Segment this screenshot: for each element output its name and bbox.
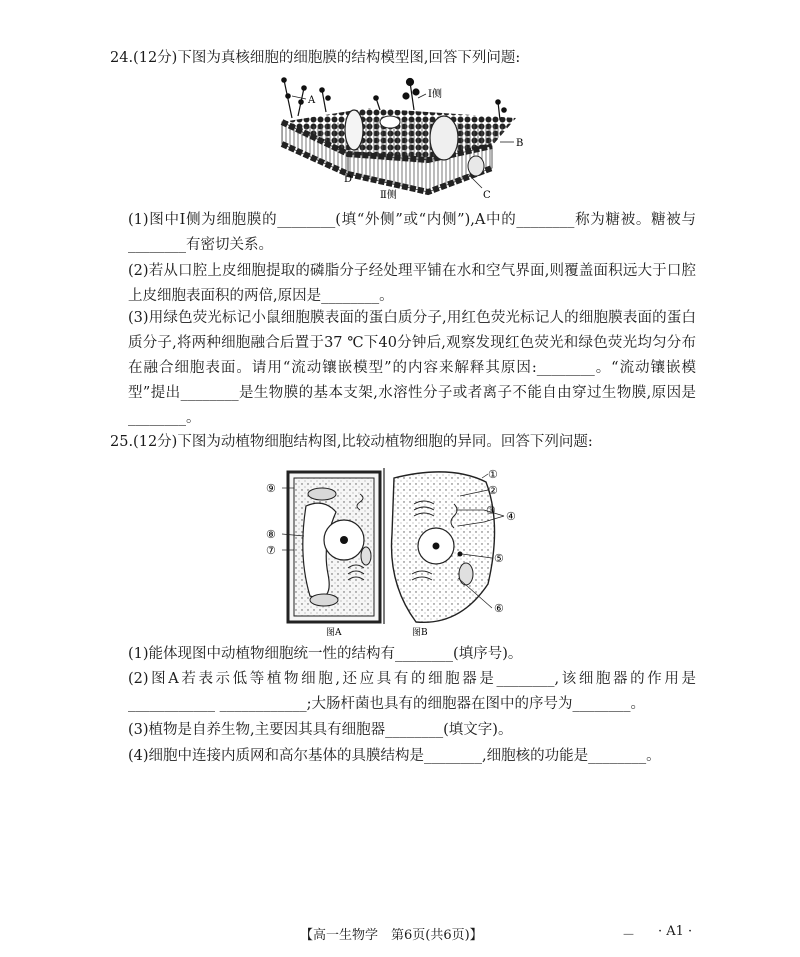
- label-9: ⑨: [266, 482, 276, 495]
- footer-code: · A1 ·: [658, 924, 693, 939]
- question-24-item-3: (3)用绿色荧光标记小鼠细胞膜表面的蛋白质分子,用红色荧光标记人的细胞膜表面的蛋白质分子,将两种细胞融合后置于37 ℃下40分钟后,观察发现红色荧光和绿色荧光均匀分布在融合细胞表面。请用“流动镶嵌模型”的内容来解释其原因:________。“流动镶嵌模型”提出________是生物膜的基本支架,水溶性分子或者离子不能自由穿过生物膜,原因是________。: [128, 310, 696, 426]
- label-C: C: [483, 190, 491, 201]
- question-25-title: 25.(12分)下图为动植物细胞结构图,比较动植物细胞的异同。回答下列问题:: [110, 434, 593, 450]
- label-side-1: Ⅰ侧: [428, 89, 442, 100]
- label-6: ⑥: [494, 602, 504, 615]
- question-24-title: 24.(12分)下图为真核细胞的细胞膜的结构模型图,回答下列问题:: [110, 50, 521, 66]
- page-footer: 【高一生物学 第6页(共6页)】: [300, 928, 483, 943]
- label-A: A: [308, 95, 316, 106]
- question-25-item-3: (3)植物是自养生物,主要因其具有细胞器________(填文字)。: [128, 722, 513, 738]
- question-25-item-2: (2)图A若表示低等植物细胞,还应具有的细胞器是________,该细胞器的作用是____________ ____________;大肠杆菌也具有的细胞器在图中的序号为________。: [128, 671, 696, 712]
- cell-structure-diagram: [264, 464, 536, 640]
- label-fig-B: 图B: [412, 628, 428, 638]
- footer-mark: －: [622, 928, 636, 943]
- label-B: B: [516, 138, 524, 149]
- cell-membrane-diagram: [268, 74, 530, 204]
- question-24-item-2: (2)若从口腔上皮细胞提取的磷脂分子经处理平铺在水和空气界面,则覆盖面积远大于口腔上皮细胞表面积的两倍,原因是________。: [128, 263, 696, 304]
- label-D: D: [344, 174, 353, 185]
- label-4: ④: [506, 510, 516, 523]
- label-side-2: Ⅱ侧: [380, 190, 397, 201]
- question-24-item-1: (1)图中Ⅰ侧为细胞膜的________(填“外侧”或“内侧”),A中的________称为糖被。糖被与________有密切关系。: [128, 212, 696, 253]
- label-7: ⑦: [266, 544, 276, 557]
- animal-plant-cell-figure: [264, 464, 536, 640]
- cell-membrane-figure: [268, 74, 530, 204]
- label-8: ⑧: [266, 528, 276, 541]
- label-2: ②: [488, 484, 498, 497]
- label-5: ⑤: [494, 552, 504, 565]
- question-25-item-4: (4)细胞中连接内质网和高尔基体的具膜结构是________,细胞核的功能是________。: [128, 748, 661, 764]
- label-1: ①: [488, 468, 498, 481]
- question-25-item-1: (1)能体现图中动植物细胞统一性的结构有________(填序号)。: [128, 646, 523, 662]
- label-fig-A: 图A: [326, 628, 342, 638]
- label-3: ③: [486, 504, 496, 517]
